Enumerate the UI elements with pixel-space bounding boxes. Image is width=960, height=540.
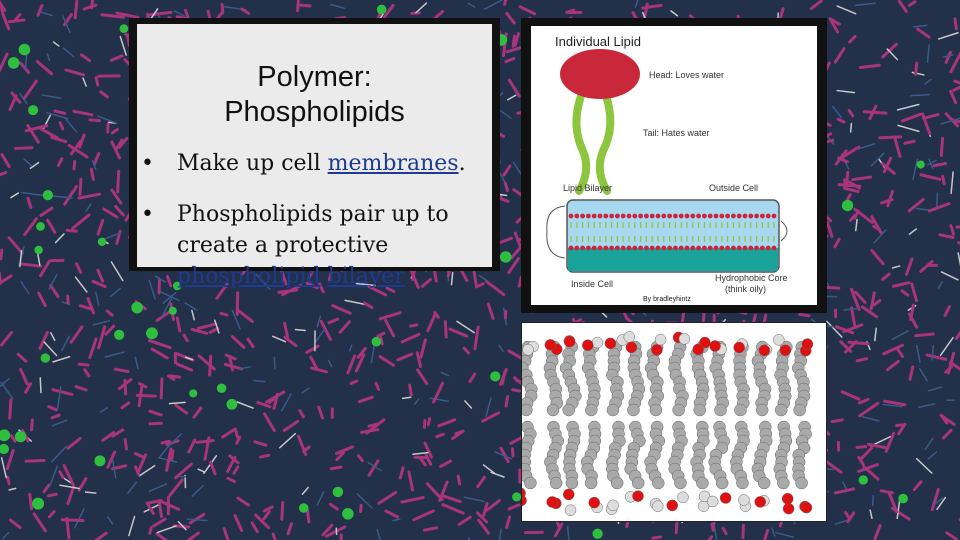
lipid-head [560, 49, 640, 99]
lipid-diagram [531, 26, 817, 305]
core-bracket [781, 221, 787, 241]
bilayer-bracket [547, 206, 565, 258]
bilayer-link[interactable]: bilayer [327, 264, 405, 289]
diagram-credit: By bradleyhintz [643, 296, 691, 303]
bilayer-label: Lipid Bilayer [563, 183, 613, 193]
lipid-tail-left [576, 96, 586, 191]
tail-label: Tail: Hates water [643, 128, 710, 138]
bullet-marker: • [141, 151, 154, 176]
head-label: Head: Loves water [649, 70, 725, 80]
bullet-text: Make up cell [177, 151, 328, 176]
bullet-text-line-1: Phospholipids pair up to [177, 202, 449, 227]
bullet-list [141, 148, 501, 312]
molecular-model-image [521, 322, 827, 522]
title-line-2: Phospholipids [224, 96, 405, 128]
outside-label: Outside Cell [709, 183, 759, 193]
bullet-text-end: . [458, 151, 466, 176]
title-line-1: Polymer: [257, 61, 372, 93]
slide-title [137, 60, 492, 130]
lipid-tail-right [600, 96, 611, 191]
bullet-item-membranes [141, 148, 501, 179]
bullet-item-bilayer [141, 199, 501, 292]
core-label-note: (think oily) [725, 284, 767, 294]
inside-label: Inside Cell [571, 279, 614, 289]
bullet-text-line-2: create a protective [177, 233, 389, 258]
lipid-diagram-frame [521, 18, 827, 313]
inside-region [568, 248, 778, 271]
membranes-link[interactable]: membranes [327, 151, 459, 176]
diagram-heading: Individual Lipid [555, 34, 642, 49]
bullet-marker: • [141, 202, 154, 227]
core-label: Hydrophobic Core [715, 273, 788, 283]
phospholipid-link[interactable]: phospholipid [177, 264, 321, 289]
